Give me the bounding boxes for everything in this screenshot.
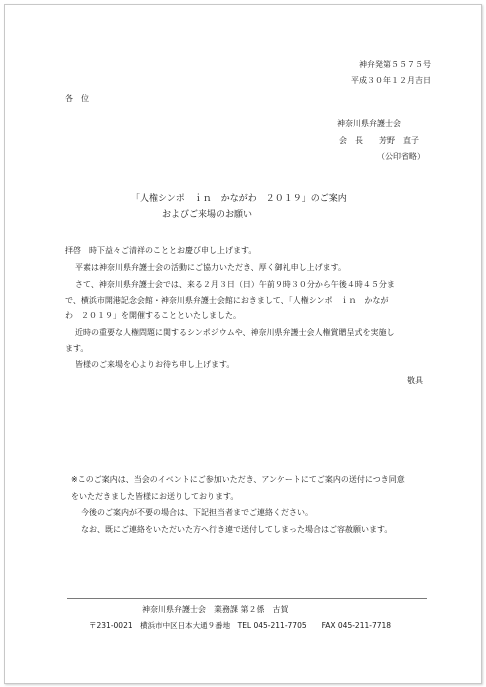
document-date: 平成３０年１２月吉日: [351, 76, 431, 85]
footer-contact: 神奈川県弁護士会 業務課 第２係 古賀: [142, 605, 289, 614]
body-paragraph-2-line2: で、横浜市開港記念会館・神奈川県弁護士会館におきまして、「人権シンポ ｉｎ かなが: [65, 296, 389, 305]
note-line-2: をいただきました皆様にお送りしております。: [71, 492, 239, 501]
note-line-3: 今後のご案内が不要の場合は、下記担当者までご連絡ください。: [81, 508, 313, 517]
closing-keigu: 敬具: [407, 376, 423, 385]
document-number: 神弁発第５５７５号: [359, 60, 431, 69]
body-paragraph-3-line2: ます。: [65, 344, 89, 353]
body-paragraph-3-line1: 近時の重要な人権問題に関するシンポジウムや、神奈川県弁護士会人権賞贈呈式を実施し: [75, 328, 395, 337]
greeting: 拝啓 時下益々ご清祥のこととお慶び申し上げます。: [65, 246, 257, 255]
seal-omitted-note: （公印省略）: [377, 152, 425, 161]
sender-name: 会 長 芳野 直子: [339, 136, 419, 145]
addressee: 各 位: [65, 94, 89, 103]
document-page: [4, 4, 482, 684]
note-line-1: ※このご案内は、当会のイベントにご参加いただき、アンケートにてご案内の送付につき同意: [71, 475, 405, 484]
body-paragraph-2-line3: わ ２０１９」を開催することといたしました。: [65, 311, 241, 320]
body-paragraph-2-line1: さて、神奈川県弁護士会では、来る２月３日（日）午前９時３０分から午後４時４５分ま: [75, 280, 395, 289]
document-title-line2: およびご来場のお願い: [162, 210, 253, 220]
footer-address: 〒231-0021 横浜市中区日本大通９番地 TEL 045-211-7705 FAX 045-211-7718: [89, 621, 392, 630]
body-paragraph-4: 皆様のご来場を心よりお待ち申し上げます。: [75, 360, 235, 369]
sender-organization: 神奈川県弁護士会: [337, 119, 401, 128]
body-paragraph-1: 平素は神奈川県弁護士会の活動にご協力いただき、厚く御礼申し上げます。: [75, 263, 347, 272]
note-line-4: なお、既にご連絡をいただいた方へ行き違で送付してしまった場合はご容赦願います。: [81, 525, 393, 534]
document-title-line1: 「人権シンポ ｉｎ かながわ ２０１９」のご案内: [131, 194, 347, 204]
footer-divider: [67, 598, 427, 599]
